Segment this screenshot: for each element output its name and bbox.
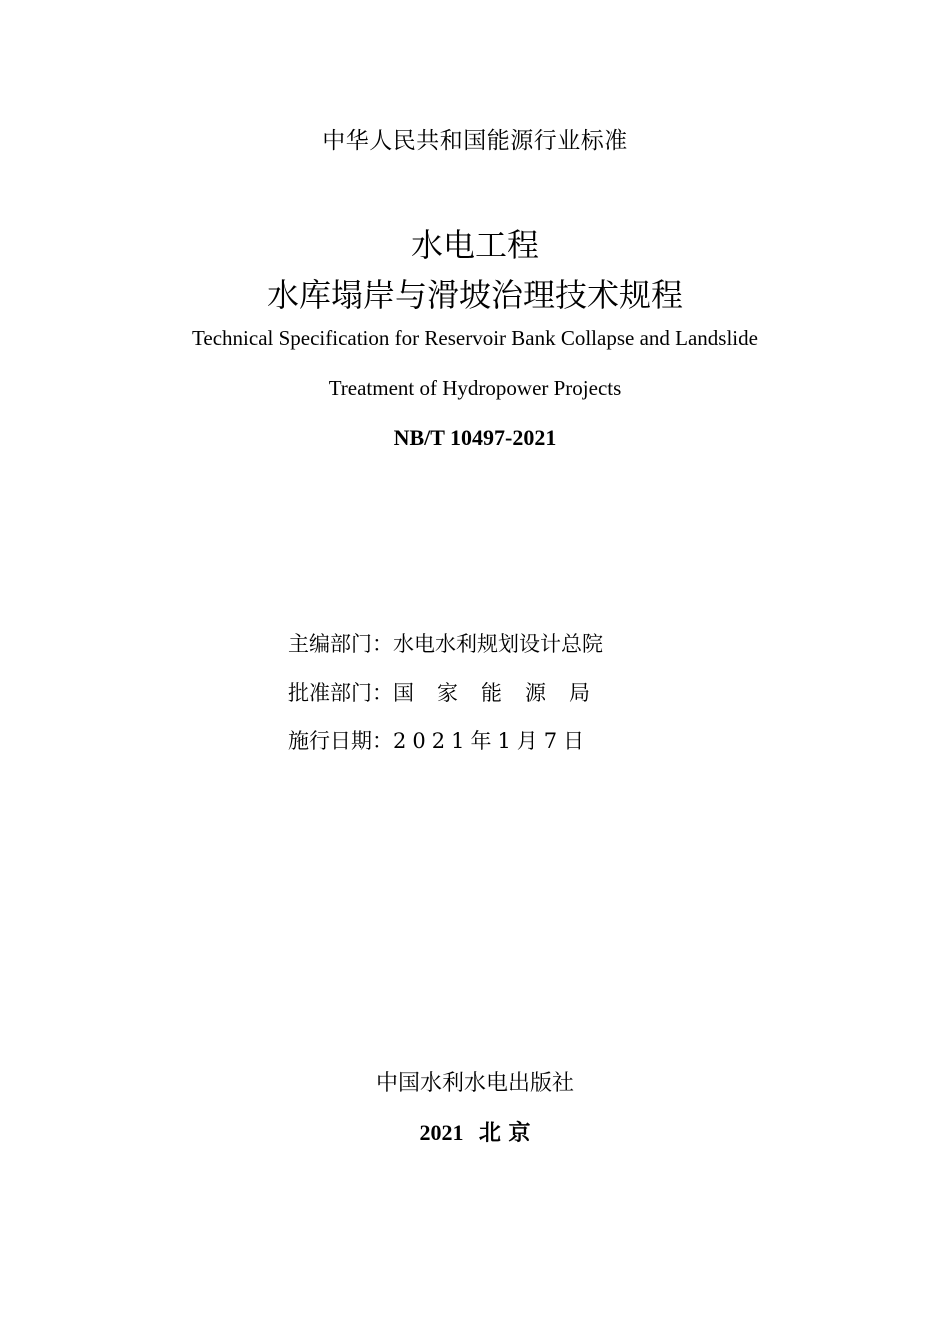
title-line-1: 水电工程 xyxy=(410,226,539,264)
publication-year: 2021 xyxy=(419,1120,464,1145)
title-line-2: 水库塌岸与滑坡治理技术规程 xyxy=(266,276,683,314)
approver-department-label: 批准部门： xyxy=(288,681,393,705)
editor-department-row xyxy=(288,628,603,658)
approver-department-row xyxy=(288,677,613,707)
english-title-line-1: Technical Specification for Reservoir Bank Collapse and Landslide xyxy=(192,326,758,350)
publisher-name: 中国水利水电出版社 xyxy=(375,1071,574,1096)
effective-date-value: 2021年1月7日 xyxy=(393,729,591,753)
effective-date-row xyxy=(288,725,590,755)
editor-department-label: 主编部门： xyxy=(288,632,393,656)
english-title-line-2: Treatment of Hydropower Projects xyxy=(328,376,622,400)
standard-code: NB/T 10497-2021 xyxy=(393,425,557,450)
effective-date-label: 施行日期： xyxy=(288,729,393,753)
publication-place-year xyxy=(0,1116,950,1147)
editor-department-value: 水电水利规划设计总院 xyxy=(393,632,603,656)
approver-department-value: 国家能源局 xyxy=(393,681,613,705)
publication-city: 北 京 xyxy=(478,1120,531,1146)
standard-category-header: 中华人民共和国能源行业标准 xyxy=(322,128,628,154)
